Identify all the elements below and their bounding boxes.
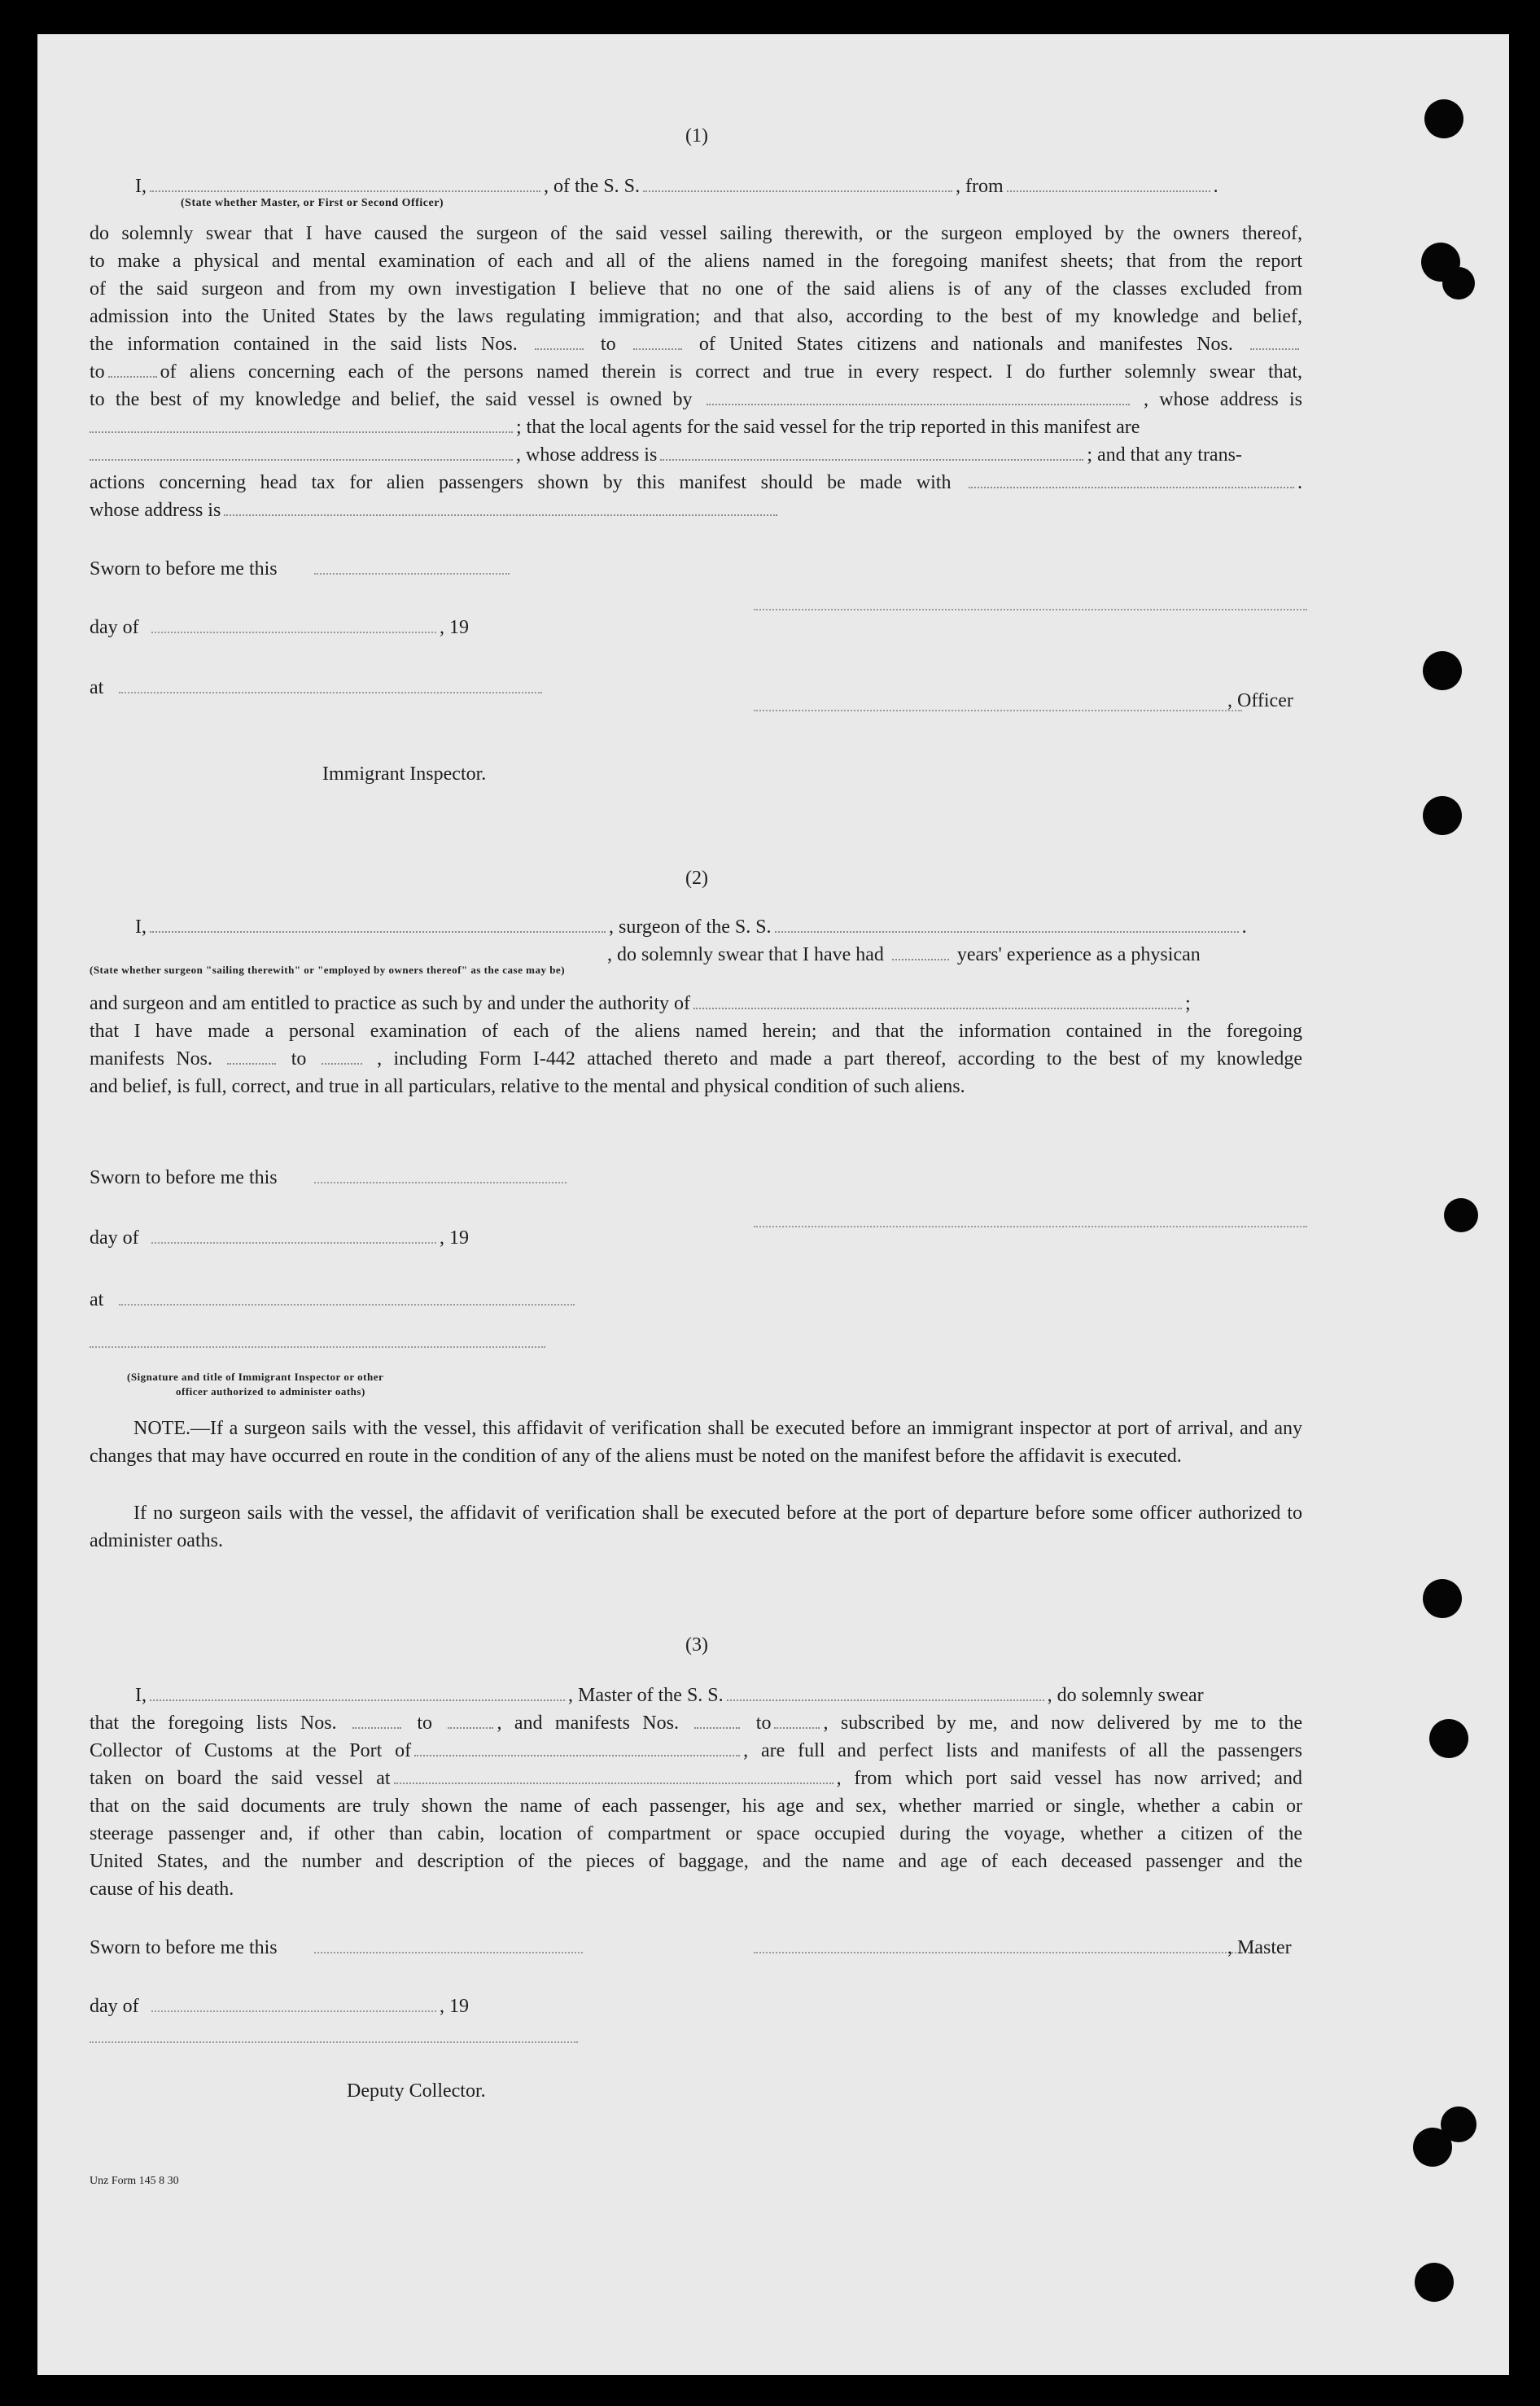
section-1-lists-line: the information contained in the said lists Nos. to of United States citizens and nationals and manifestes Nos.	[90, 330, 1302, 358]
local-agents-field[interactable]	[90, 443, 513, 461]
section-3-line-oath: I, , Master of the S. S. , do solemnly swear	[135, 1685, 1204, 1706]
section-2-day-of: day of	[90, 1227, 139, 1249]
manifests-to-field[interactable]	[108, 360, 157, 378]
manifests-from-field-3[interactable]	[694, 1711, 740, 1729]
section-1-inspector: Immigrant Inspector.	[322, 763, 487, 785]
surgeon-vessel-field[interactable]	[775, 915, 1239, 933]
master-signature-line[interactable]	[754, 609, 1307, 610]
section-1-agents-line: ; that the local agents for the said vessel for the trip reported in this manifest are	[90, 413, 1302, 441]
section-1-line-oath: I, , of the S. S. , from .	[135, 176, 1218, 197]
customs-port-field[interactable]	[414, 1739, 740, 1756]
section-3-last-line: cause of his death.	[90, 1879, 234, 1900]
section-2-number: (2)	[685, 868, 708, 889]
head-tax-agent-address-field[interactable]	[224, 498, 777, 516]
officer-type-note: (State whether Master, or First or Second Officer)	[181, 197, 444, 209]
vessel-owner-field[interactable]	[707, 387, 1130, 405]
lists-from-field[interactable]	[535, 332, 584, 350]
agents-address-field[interactable]	[660, 443, 1083, 461]
section-1-whose-address-line: whose address is	[90, 497, 1302, 524]
practice-authority-field[interactable]	[693, 991, 1182, 1009]
sworn-place-field[interactable]	[119, 692, 542, 693]
boarding-port-field[interactable]	[394, 1766, 833, 1784]
section-1-agent-address-line: , whose address is ; and that any trans-	[90, 441, 1302, 469]
surgeon-signature-line[interactable]	[754, 1226, 1307, 1227]
section-2-experience-line: , do solemnly swear that I have had years' experience as a physican	[607, 944, 1201, 965]
section-1-number: (1)	[685, 125, 708, 147]
surgeon-name-field[interactable]	[150, 915, 606, 933]
lists-to-field-3[interactable]	[448, 1711, 493, 1729]
section-1-head-tax-line: actions concerning head tax for alien passengers shown by this manifest should be made with .	[90, 472, 1303, 493]
section-1-at: at	[90, 677, 104, 698]
signature-note-line-1: (Signature and title of Immigrant Inspector or other	[127, 1371, 384, 1383]
section-1-day-of: day of	[90, 617, 139, 638]
owner-address-field[interactable]	[90, 415, 513, 433]
section-3-body-line: that on the said documents are truly shown the name of each passenger, his age and sex, whether married or single, whether a cabin or	[90, 1796, 1302, 1817]
master-name-field-3[interactable]	[150, 1683, 565, 1701]
section-3-collector: Deputy Collector.	[347, 2080, 486, 2102]
section-2-at: at	[90, 1289, 104, 1310]
section-2-year: , 19	[440, 1227, 469, 1249]
section-3-year: , 19	[440, 1996, 469, 2017]
signature-note-line-2: officer authorized to administer oaths)	[176, 1385, 365, 1398]
master-signature-line-3[interactable]	[754, 1952, 1258, 1953]
form-content	[37, 34, 1509, 2375]
sworn-month-field[interactable]	[151, 632, 436, 633]
manifests-from-field[interactable]	[1250, 332, 1299, 350]
section-1-body-line: of the said surgeon and from my own investigation I believe that no one of the said aliens is of any of the classes excluded from	[90, 278, 1302, 300]
sworn-day-field[interactable]	[314, 573, 510, 575]
master-sworn-day-field[interactable]	[314, 1952, 583, 1953]
section-2-manifests-line: manifests Nos. to , including Form I-442 attached thereto and made a part thereof, according to the best of my knowledge	[90, 1048, 1303, 1070]
note-paragraph-2: If no surgeon sails with the vessel, the affidavit of verification shall be executed before at the port of departure before some officer authorized to administer oaths.	[90, 1503, 1302, 1551]
section-3-lists-line: that the foregoing lists Nos. to , and manifests Nos. to , subscribed by me, and now delivered by me to the	[90, 1713, 1303, 1734]
surgeon-manifests-to-field[interactable]	[322, 1047, 362, 1065]
section-1-body-line: to make a physical and mental examination of each and all of the aliens named in the foregoing manifest sheets; that from the report	[90, 251, 1302, 272]
surgeon-sworn-day-field[interactable]	[314, 1182, 567, 1183]
section-3-port-line: Collector of Customs at the Port of , are full and perfect lists and manifests of all the passengers	[90, 1740, 1302, 1761]
section-1-body-line: do solemnly swear that I have caused the surgeon of the said vessel sailing therewith, or the surgeon employed by the owners thereof,	[90, 223, 1302, 244]
surgeon-sworn-place-field[interactable]	[119, 1304, 575, 1306]
manifests-to-field-3[interactable]	[774, 1711, 820, 1729]
section-3-number: (3)	[685, 1634, 708, 1656]
lists-to-field[interactable]	[633, 332, 682, 350]
years-experience-field[interactable]	[892, 943, 949, 960]
surgeon-type-note: (State whether surgeon "sailing therewith" or "employed by owners thereof" as the case may be)	[90, 964, 566, 976]
vessel-name-field[interactable]	[643, 174, 952, 192]
surgeon-manifests-from-field[interactable]	[227, 1047, 276, 1065]
section-2-authority-line: and surgeon and am entitled to practice as such by and under the authority of ;	[90, 993, 1191, 1014]
section-1-body-line: admission into the United States by the laws regulating immigration; and that also, according to the best of my knowledge and belief,	[90, 306, 1302, 327]
section-1-year: , 19	[440, 617, 469, 638]
section-2-belief-line: and belief, is full, correct, and true in all particulars, relative to the mental and physical condition of such aliens.	[90, 1076, 965, 1097]
section-2-line-oath: I, , surgeon of the S. S. .	[135, 916, 1247, 938]
section-2-exam-line: that I have made a personal examination of each of the aliens named herein; and that the information contained in the foregoing	[90, 1021, 1302, 1042]
section-1-aliens-line: to of aliens concerning each of the persons named therein is correct and true in every respect. I do further solemnly swear that,	[90, 361, 1302, 383]
section-3-day-of: day of	[90, 1996, 139, 2017]
surgeon-sworn-month-field[interactable]	[151, 1242, 436, 1244]
vessel-name-field-3[interactable]	[727, 1683, 1044, 1701]
head-tax-agent-field[interactable]	[969, 470, 1294, 488]
note-paragraph-1: NOTE.—If a surgeon sails with the vessel, this affidavit of verification shall be executed before an immigrant inspector at port of arrival, and any changes that may have occurred en route in the condition of any of the aliens must be noted on the manifest before the affidavit is executed.	[90, 1418, 1302, 1467]
section-3-body-line: United States, and the number and description of the pieces of baggage, and the name and age of each deceased passenger and the	[90, 1851, 1302, 1872]
section-1-sworn: Sworn to before me this	[90, 558, 278, 580]
section-1-officer: , Officer	[1227, 690, 1293, 711]
section-2-sworn: Sworn to before me this	[90, 1167, 278, 1188]
section-3-master: , Master	[1227, 1937, 1292, 1958]
lists-from-field-3[interactable]	[352, 1711, 401, 1729]
form-number-footer: Unz Form 145 8 30	[90, 2175, 179, 2187]
master-sworn-month-field[interactable]	[151, 2010, 436, 2012]
master-name-field[interactable]	[150, 174, 540, 192]
section-3-boarding-line: taken on board the said vessel at , from which port said vessel has now arrived; and	[90, 1768, 1302, 1789]
section-3-body-line: steerage passenger and, if other than cabin, location of compartment or space occupied during the voyage, whether a citizen of the	[90, 1823, 1302, 1844]
section-3-sworn: Sworn to before me this	[90, 1937, 278, 1958]
document-page	[37, 34, 1509, 2375]
collector-signature-line[interactable]	[90, 2041, 578, 2043]
officer-signature-line[interactable]	[754, 710, 1242, 711]
section-1-owner-line: to the best of my knowledge and belief, the said vessel is owned by , whose address is	[90, 389, 1303, 410]
inspector-signature-line[interactable]	[90, 1346, 545, 1348]
departure-port-field[interactable]	[1007, 174, 1210, 192]
